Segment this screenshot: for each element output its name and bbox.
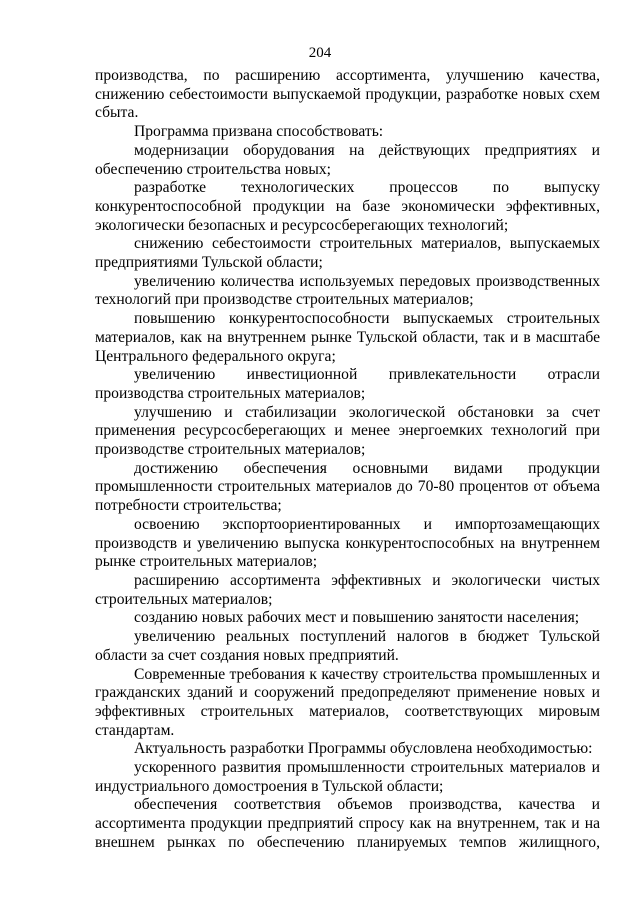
paragraph: созданию новых рабочих мест и повышению занятости населения; (134, 609, 580, 627)
paragraph: модернизации оборудования на действующих предприятиях и обеспечению строительства новых; (95, 141, 600, 178)
paragraph: Программа призвана способствовать: (134, 123, 384, 141)
paragraph: достижению обеспечения основными видами продукции промышленности строительных материалов до 70-80 процентов от объема потребности строительства; (95, 459, 600, 515)
page-number: 204 (308, 45, 332, 61)
paragraph: производства, по расширению ассортимента, улучшению качества, снижению себестоимости выпускаемой продукции, разработке новых схем сбыта. (95, 67, 600, 122)
paragraph: разработке технологических процессов по выпуску конкурентоспособной продукции на базе экономически эффективных, экологически безопасных и ресурсосберегающих технологий; (95, 179, 600, 234)
paragraph: увеличению количества используемых передовых производственных технологий при производстве строительных материалов; (95, 272, 600, 309)
paragraph: повышению конкурентоспособности выпускаемых строительных материалов, как на внутреннем рынке Тульской области, так и в масштабе Центрального федерального округа; (95, 310, 600, 365)
paragraph: увеличению инвестиционной привлекательности отрасли производства строительных материалов; (95, 366, 600, 402)
paragraph: снижению себестоимости строительных материалов, выпускаемых предприятиями Тульской области; (95, 235, 600, 272)
paragraph: увеличению реальных поступлений налогов в бюджет Тульской области за счет создания новых предприятий. (95, 628, 600, 664)
paragraph: расширению ассортимента эффективных и экологически чистых строительных материалов; (95, 571, 600, 608)
paragraph: Современные требования к качеству строительства промышленных и гражданских зданий и сооружений предопределяют применение новых и эффективных строительных материалов, соответствующих мировым стандартам. (95, 665, 600, 739)
paragraph: Актуальность разработки Программы обусловлена необходимостью: (134, 740, 593, 758)
paragraph: улучшению и стабилизации экологической обстановки за счет применения ресурсосберегающих и менее энергоемких технологий при производстве строительных материалов; (95, 403, 600, 459)
paragraph: ускоренного развития промышленности строительных материалов и индустриального домостроения в Тульской области; (95, 759, 600, 795)
paragraph: обеспечения соответствия объемов производства, качества и ассортимента продукции предприятий спросу как на внутреннем, так и на внешнем рынках по обеспечению планируемых темпов жилищного, (95, 796, 600, 851)
document-body (95, 67, 600, 853)
paragraph: освоению экспортоориентированных и импортозамещающих производств и увеличению выпуска конкурентоспособных на внутреннем рынке строительных материалов; (95, 515, 600, 571)
